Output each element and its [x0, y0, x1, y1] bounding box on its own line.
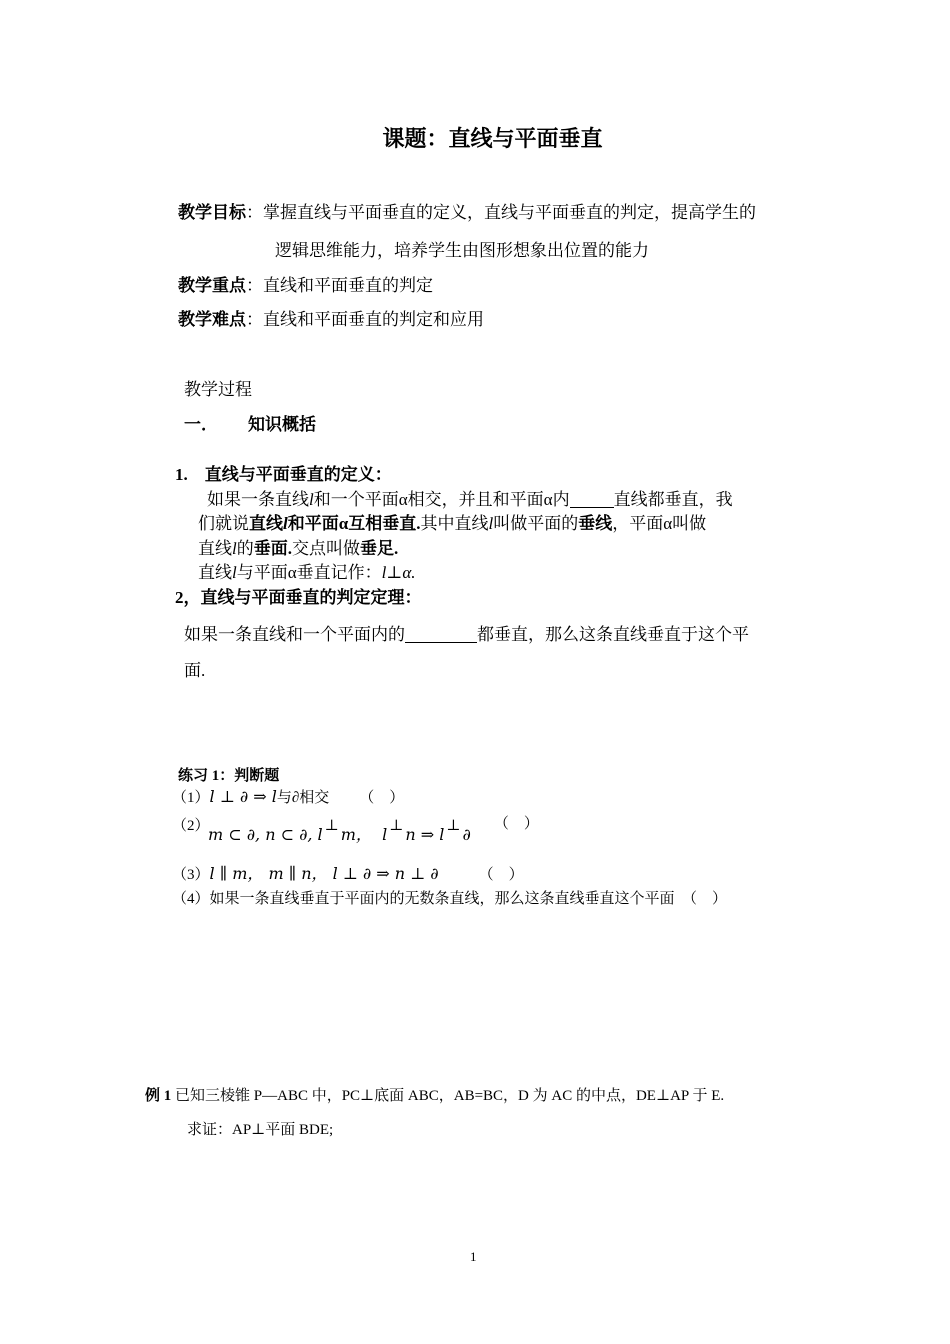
objective-text-line2: 逻辑思维能力，培养学生由图形想象出位置的能力 [275, 241, 649, 260]
difficulty-row: 教学难点：直线和平面垂直的判定和应用 [178, 310, 484, 329]
section-title: 知识概括 [248, 415, 316, 434]
section-number: 一． [184, 415, 218, 434]
process-heading: 教学过程 [184, 380, 252, 399]
theorem-heading: 2，直线与平面垂直的判定定理： [175, 588, 422, 607]
key-point-row: 教学重点：直线和平面垂直的判定 [178, 276, 433, 295]
perp-notation: l⊥α. [381, 563, 416, 582]
definition-heading: 1. 直线与平面垂直的定义： [175, 465, 392, 484]
page-title: 课题：直线与平面垂直 [382, 126, 603, 151]
formula-q2: m ⊂ ∂, n ⊂ ∂, l ⊥ m， l ⊥ n ⇒ l ⊥ ∂ [208, 816, 471, 844]
definition-line2: 们就说直线l和平面α互相垂直.其中直线l叫做平面的垂线，平面α叫做 [198, 514, 707, 533]
difficulty-text: 直线和平面垂直的判定和应用 [263, 310, 484, 329]
formula-q3: l ∥ m， m ∥ n， l ⊥ ∂ ⇒ n ⊥ ∂ [209, 864, 439, 883]
exercise-q2-num: （2） [172, 818, 210, 834]
section-heading [184, 410, 316, 435]
key-point-text: 直线和平面垂直的判定 [263, 276, 433, 295]
definition-line4: 直线l与平面α垂直记作：l⊥α. [198, 563, 416, 582]
exercise-q2: m ⊂ ∂, n ⊂ ∂, l ⊥ m， l ⊥ n ⇒ l ⊥ ∂ （ ） [208, 816, 539, 844]
formula-q1: l ⊥ ∂ ⇒ l [209, 787, 277, 806]
theorem-line2: 面. [184, 661, 206, 680]
objective-label: 教学目标 [178, 203, 246, 222]
fill-blank [570, 490, 614, 508]
example-1 [145, 1084, 724, 1105]
example-prove: 求证：AP⊥平面 BDE; [187, 1122, 334, 1138]
objective-text-line1: 掌握直线与平面垂直的定义，直线与平面垂直的判定，提高学生的 [263, 203, 756, 222]
fill-blank [405, 625, 477, 643]
exercise-q1: （1）l ⊥ ∂ ⇒ l与∂相交 （ ） [172, 787, 405, 806]
definition-line3: 直线l的垂面.交点叫做垂足. [198, 539, 399, 558]
exercise-q4: （4）如果一条直线垂直于平面内的无数条直线，那么这条直线垂直这个平面 （ ） [172, 891, 728, 907]
key-point-label: 教学重点 [178, 276, 246, 295]
example-text: 已知三棱锥 P—ABC 中，PC⊥底面 ABC，AB=BC，D 为 AC 的中点，DE⊥AP 于 E. [175, 1088, 725, 1104]
example-label: 例 1 [145, 1088, 172, 1104]
exercise-heading: 练习 1：判断题 [178, 768, 280, 784]
definition-line1: 如果一条直线l和一个平面α相交，并且和平面α内 直线都垂直，我 [207, 490, 733, 509]
objective-row: 教学目标：掌握直线与平面垂直的定义，直线与平面垂直的判定，提高学生的 [178, 203, 756, 222]
exercise-q3: （3）l ∥ m， m ∥ n， l ⊥ ∂ ⇒ n ⊥ ∂ （ ） [172, 864, 524, 883]
page-number: 1 [470, 1249, 477, 1264]
theorem-line1: 如果一条直线和一个平面内的 都垂直，那么这条直线垂直于这个平 [184, 625, 749, 644]
difficulty-label: 教学难点 [178, 310, 246, 329]
